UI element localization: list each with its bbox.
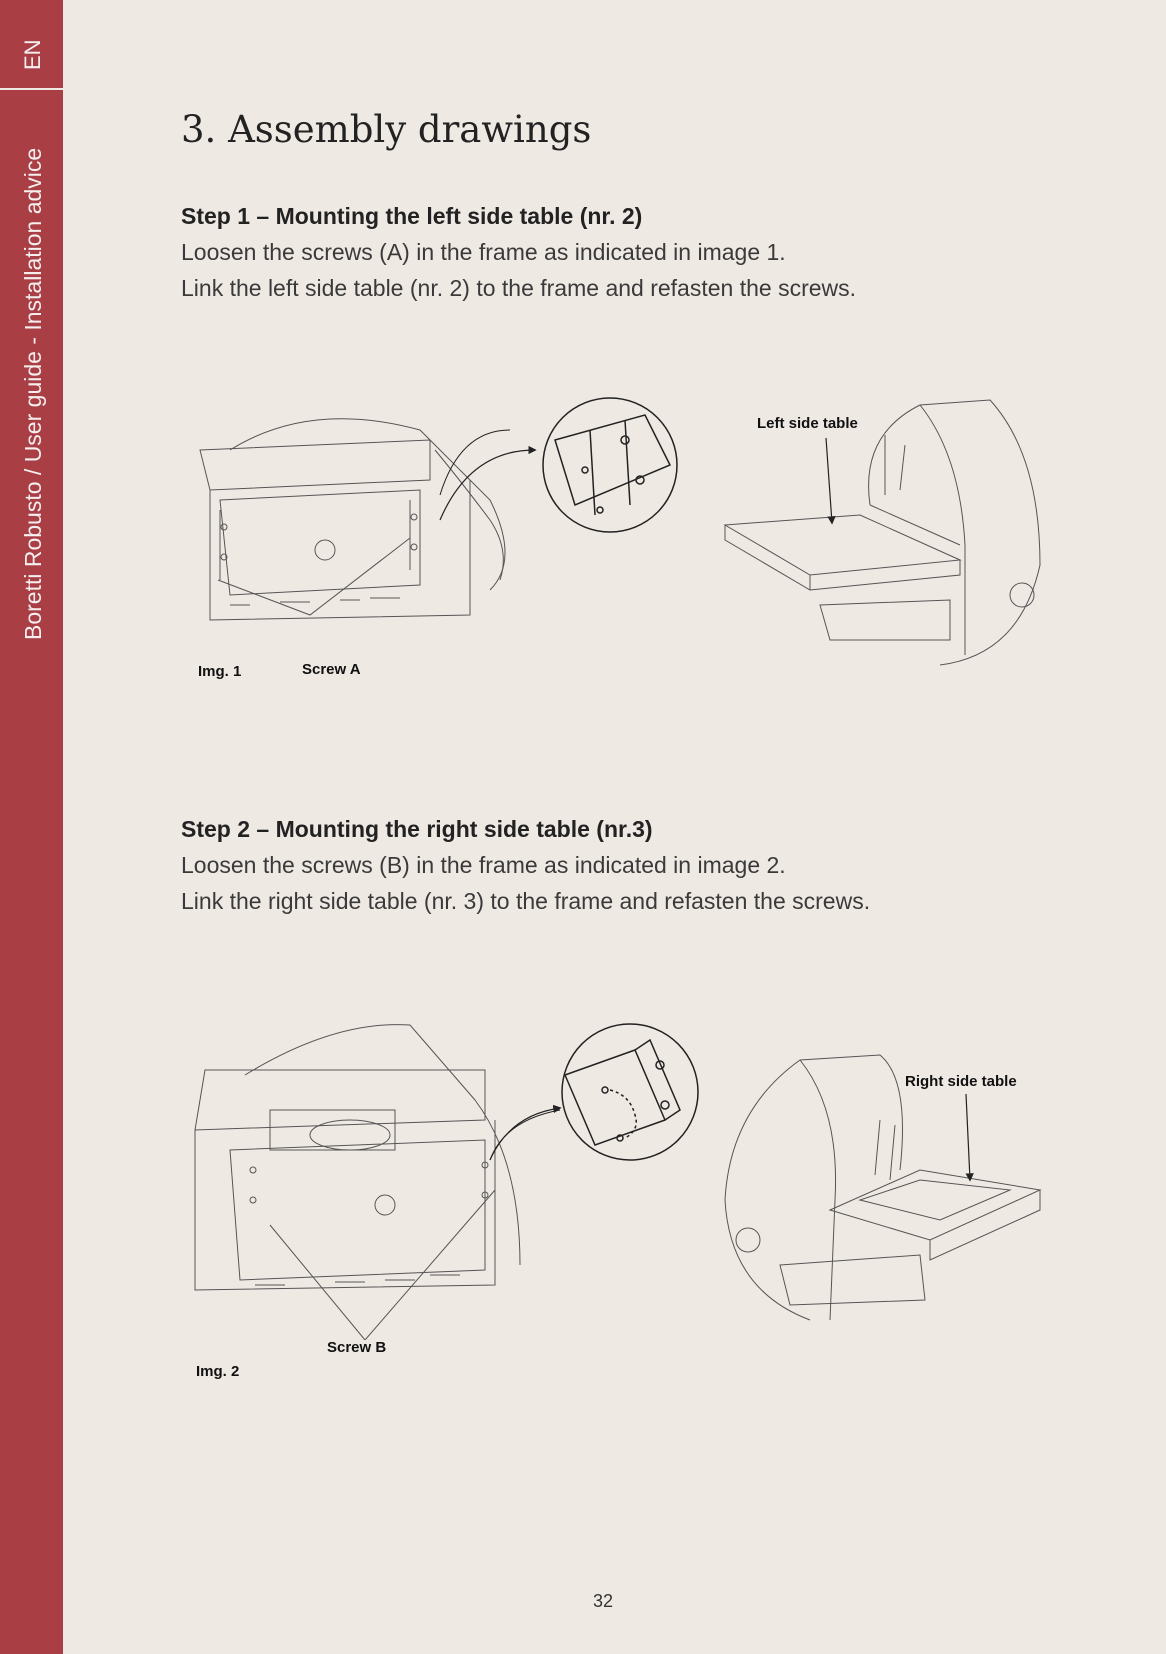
page-number: 32 xyxy=(593,1591,614,1611)
step2-line1: Loosen the screws (B) in the frame as indicated in image 2. xyxy=(181,852,786,878)
img2-label: Img. 2 xyxy=(196,1363,240,1380)
step1-heading: Step 1 – Mounting the left side table (nr. 2) xyxy=(181,203,643,229)
left-side-table-label: Left side table xyxy=(757,415,858,432)
section-title: 3. Assembly drawings xyxy=(181,108,592,151)
step2-line2: Link the right side table (nr. 3) to the frame and refasten the screws. xyxy=(181,888,871,914)
language-label: EN xyxy=(20,39,45,70)
step1-line1: Loosen the screws (A) in the frame as indicated in image 1. xyxy=(181,239,786,265)
guide-title: Boretti Robusto / User guide - Installation advice xyxy=(20,147,46,640)
step1-line2: Link the left side table (nr. 2) to the frame and refasten the screws. xyxy=(181,275,857,301)
screw-a-label: Screw A xyxy=(302,661,361,678)
img1-label: Img. 1 xyxy=(198,663,242,680)
step2-heading: Step 2 – Mounting the right side table (nr.3) xyxy=(181,816,653,842)
right-side-table-label: Right side table xyxy=(905,1073,1017,1090)
screw-b-label: Screw B xyxy=(327,1339,387,1356)
